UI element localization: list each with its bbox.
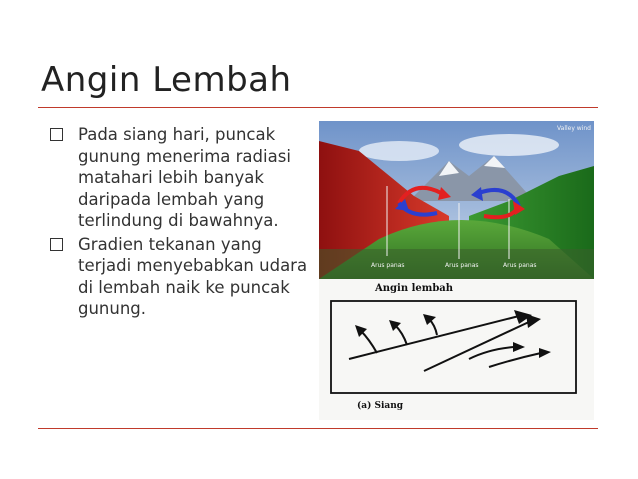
- diagram-title: Angin lembah: [375, 283, 454, 294]
- valley-wind-diagram: [319, 279, 594, 420]
- photo-bottom-label: Arus panas: [503, 262, 537, 269]
- square-bullet-icon: [50, 128, 63, 141]
- square-bullet-icon: [50, 238, 63, 251]
- photo-corner-label: Valley wind: [557, 125, 591, 132]
- valley-wind-image: [319, 121, 594, 279]
- valley-wind-illustration: [319, 121, 594, 279]
- title-divider: [38, 107, 598, 108]
- bullet-item: [50, 234, 320, 320]
- slide-title: Angin Lembah: [41, 60, 292, 100]
- photo-bottom-label: Arus panas: [445, 262, 479, 269]
- bullet-text: Gradien tekanan yang terjadi menyebabkan udara di lembah naik ke puncak gunung.: [78, 234, 308, 318]
- footer-divider: [38, 428, 598, 429]
- diagram-caption: (a) Siang: [357, 401, 404, 411]
- bullet-list: [50, 124, 320, 322]
- bullet-text: Pada siang hari, puncak gunung menerima radiasi matahari lebih banyak daripada lembah yang terlindung di bawahnya.: [78, 125, 291, 230]
- photo-bottom-label: Arus panas: [371, 262, 405, 269]
- bullet-item: [50, 124, 320, 232]
- diagram-sketch: [319, 279, 594, 399]
